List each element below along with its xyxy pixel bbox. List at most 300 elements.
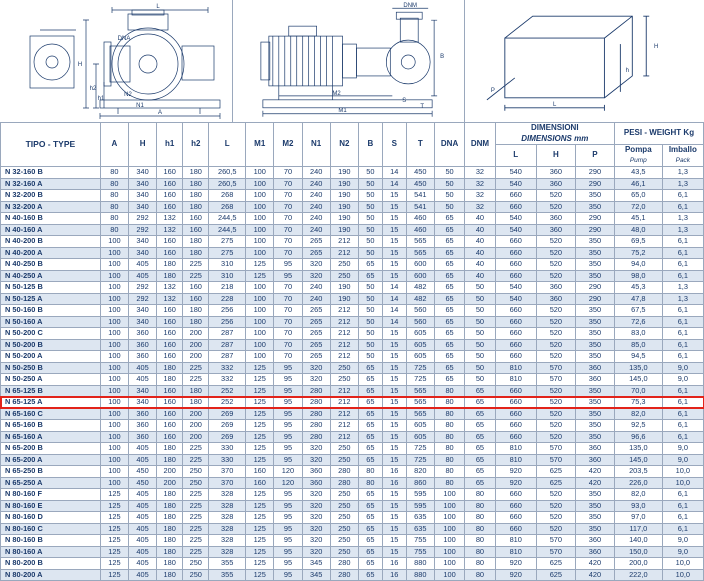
header-weight-imballo: [662, 145, 703, 167]
cell-value: 240: [302, 293, 330, 305]
cell-value: 125: [100, 512, 128, 524]
cell-value: 332: [209, 374, 246, 386]
cell-value: 32: [465, 190, 495, 202]
cell-value: 360: [575, 535, 614, 547]
cell-value: 65: [434, 374, 464, 386]
cell-value: 320: [302, 546, 330, 558]
cell-value: 292: [129, 213, 157, 225]
cell-value: 360: [575, 546, 614, 558]
cell-value: 520: [536, 328, 575, 340]
cell-value: 180: [157, 374, 183, 386]
cell-value: 355: [209, 569, 246, 581]
cell-value: 228: [209, 293, 246, 305]
cell-value: 65: [434, 236, 464, 248]
cell-value: 125: [246, 569, 274, 581]
cell-value: 95: [274, 397, 302, 409]
cell-value: 160: [157, 397, 183, 409]
cell-value: 120: [274, 466, 302, 478]
cell-value: 125: [246, 443, 274, 455]
cell-value: 9,0: [662, 535, 703, 547]
cell-value: 95: [274, 569, 302, 581]
cell-value: 100: [434, 558, 464, 570]
cell-value: 6,1: [662, 270, 703, 282]
cell-type: N 65-125 B: [1, 385, 101, 397]
cell-type: N 50-125 B: [1, 282, 101, 294]
cell-value: 10,0: [662, 466, 703, 478]
cell-value: 660: [495, 316, 536, 328]
cell-value: 1,3: [662, 293, 703, 305]
svg-text:B: B: [440, 54, 445, 61]
cell-value: 190: [330, 224, 358, 236]
cell-value: 340: [129, 236, 157, 248]
cell-value: 125: [246, 420, 274, 432]
cell-value: 15: [382, 397, 406, 409]
cell-value: 100: [100, 477, 128, 489]
cell-value: 405: [129, 270, 157, 282]
cell-value: 180: [183, 247, 209, 259]
table-row: [1, 535, 704, 547]
cell-value: 95: [274, 489, 302, 501]
cell-value: 50: [465, 374, 495, 386]
cell-value: 880: [406, 569, 434, 581]
cell-value: 250: [330, 546, 358, 558]
cell-value: 570: [536, 362, 575, 374]
table-row: [1, 213, 704, 225]
cell-value: 340: [129, 385, 157, 397]
cell-value: 9,0: [662, 546, 703, 558]
cell-value: 320: [302, 500, 330, 512]
cell-value: 100: [246, 213, 274, 225]
cell-value: 100: [100, 339, 128, 351]
cell-value: 70: [274, 305, 302, 317]
cell-value: 250: [330, 535, 358, 547]
cell-value: 65: [358, 558, 382, 570]
cell-value: 180: [183, 305, 209, 317]
cell-value: 660: [495, 397, 536, 409]
cell-value: 100: [246, 236, 274, 248]
cell-value: 125: [246, 546, 274, 558]
cell-value: 520: [536, 523, 575, 535]
cell-value: 520: [536, 512, 575, 524]
cell-value: 80: [100, 224, 128, 236]
table-row: [1, 362, 704, 374]
cell-value: 65: [358, 546, 382, 558]
cell-value: 6,1: [662, 385, 703, 397]
cell-value: 520: [536, 236, 575, 248]
cell-type: N 80-160 E: [1, 500, 101, 512]
cell-value: 80: [434, 385, 464, 397]
cell-value: 280: [302, 385, 330, 397]
cell-value: 160: [157, 420, 183, 432]
cell-value: 50: [358, 339, 382, 351]
cell-value: 15: [382, 224, 406, 236]
cell-value: 330: [209, 454, 246, 466]
cell-value: 65: [434, 328, 464, 340]
cell-value: 70: [274, 190, 302, 202]
cell-value: 80: [465, 535, 495, 547]
cell-value: 565: [406, 408, 434, 420]
header-M1: M1: [246, 123, 274, 167]
cell-value: 250: [330, 523, 358, 535]
cell-value: 65: [465, 397, 495, 409]
header-L: L: [209, 123, 246, 167]
cell-value: 95: [274, 385, 302, 397]
cell-value: 350: [575, 431, 614, 443]
cell-value: 40: [465, 259, 495, 271]
cell-value: 225: [183, 500, 209, 512]
table-row: [1, 431, 704, 443]
cell-value: 225: [183, 535, 209, 547]
cell-value: 755: [406, 546, 434, 558]
cell-value: 725: [406, 454, 434, 466]
cell-value: 190: [330, 293, 358, 305]
cell-value: 725: [406, 443, 434, 455]
cell-value: 635: [406, 523, 434, 535]
cell-value: 250: [183, 569, 209, 581]
cell-value: 6,1: [662, 351, 703, 363]
table-row: [1, 293, 704, 305]
cell-value: 15: [382, 351, 406, 363]
cell-value: 350: [575, 270, 614, 282]
header-DNA: DNA: [434, 123, 464, 167]
header-dim-L: L: [495, 145, 536, 167]
cell-type: N 80-200 A: [1, 569, 101, 581]
cell-value: 405: [129, 454, 157, 466]
cell-value: 280: [330, 558, 358, 570]
cell-value: 310: [209, 259, 246, 271]
cell-value: 160: [157, 167, 183, 179]
cell-value: 250: [330, 512, 358, 524]
cell-value: 6,1: [662, 523, 703, 535]
cell-value: 100: [246, 201, 274, 213]
cell-value: 72,6: [614, 316, 662, 328]
cell-value: 180: [183, 178, 209, 190]
cell-value: 244,5: [209, 224, 246, 236]
cell-value: 50: [358, 351, 382, 363]
table-row: [1, 167, 704, 179]
cell-value: 65: [434, 282, 464, 294]
cell-value: 350: [575, 420, 614, 432]
table-row: [1, 305, 704, 317]
cell-value: 180: [157, 500, 183, 512]
cell-value: 100: [434, 535, 464, 547]
cell-value: 290: [575, 293, 614, 305]
cell-value: 287: [209, 351, 246, 363]
cell-type: N 80-160 F: [1, 489, 101, 501]
cell-value: 80: [434, 477, 464, 489]
table-row: [1, 420, 704, 432]
cell-value: 287: [209, 339, 246, 351]
cell-value: 65: [358, 259, 382, 271]
cell-value: 250: [183, 477, 209, 489]
header-weight-imballo-en: Pack: [675, 156, 691, 164]
cell-value: 570: [536, 454, 575, 466]
cell-value: 200: [183, 339, 209, 351]
cell-value: 15: [382, 374, 406, 386]
cell-value: 520: [536, 201, 575, 213]
cell-value: 160: [157, 339, 183, 351]
cell-value: 540: [495, 224, 536, 236]
cell-value: 6,1: [662, 247, 703, 259]
cell-value: 97,0: [614, 512, 662, 524]
svg-text:DNM: DNM: [403, 3, 418, 10]
cell-value: 212: [330, 385, 358, 397]
cell-value: 100: [100, 293, 128, 305]
cell-value: 180: [157, 270, 183, 282]
cell-value: 190: [330, 178, 358, 190]
cell-value: 70: [274, 167, 302, 179]
cell-value: 269: [209, 420, 246, 432]
cell-value: 360: [129, 351, 157, 363]
cell-value: 405: [129, 362, 157, 374]
cell-value: 50: [358, 316, 382, 328]
cell-value: 100: [246, 316, 274, 328]
cell-value: 212: [330, 316, 358, 328]
cell-value: 1,3: [662, 213, 703, 225]
cell-value: 100: [434, 546, 464, 558]
svg-text:h2: h2: [89, 86, 97, 92]
cell-value: 75,2: [614, 247, 662, 259]
cell-value: 360: [536, 167, 575, 179]
cell-value: 810: [495, 374, 536, 386]
cell-value: 240: [302, 167, 330, 179]
cell-value: 15: [382, 431, 406, 443]
cell-type: N 80-160 A: [1, 546, 101, 558]
cell-value: 16: [382, 466, 406, 478]
cell-value: 212: [330, 247, 358, 259]
cell-value: 125: [246, 454, 274, 466]
cell-value: 46,1: [614, 178, 662, 190]
cell-value: 93,0: [614, 500, 662, 512]
header-N2: N2: [330, 123, 358, 167]
cell-value: 50: [434, 167, 464, 179]
cell-value: 6,1: [662, 339, 703, 351]
table-row: [1, 454, 704, 466]
cell-value: 9,0: [662, 362, 703, 374]
cell-value: 320: [302, 443, 330, 455]
cell-value: 100: [100, 385, 128, 397]
cell-value: 96,6: [614, 431, 662, 443]
dimensions-weights-table: [0, 122, 704, 581]
header-dimensioni-group: [495, 123, 614, 145]
cell-value: 570: [536, 374, 575, 386]
cell-value: 125: [100, 546, 128, 558]
cell-value: 125: [100, 535, 128, 547]
cell-value: 132: [157, 293, 183, 305]
cell-value: 660: [495, 408, 536, 420]
cell-value: 460: [406, 224, 434, 236]
cell-value: 350: [575, 190, 614, 202]
cell-value: 540: [495, 293, 536, 305]
cell-value: 350: [575, 236, 614, 248]
table-row: [1, 316, 704, 328]
cell-value: 69,5: [614, 236, 662, 248]
cell-value: 810: [495, 546, 536, 558]
cell-value: 292: [129, 224, 157, 236]
cell-value: 290: [575, 167, 614, 179]
cell-value: 180: [183, 385, 209, 397]
cell-type: N 50-250 A: [1, 374, 101, 386]
cell-value: 250: [330, 489, 358, 501]
cell-value: 520: [536, 420, 575, 432]
header-weight-imballo-it: Imballo: [668, 145, 697, 154]
cell-value: 360: [575, 443, 614, 455]
cell-value: 725: [406, 362, 434, 374]
cell-value: 100: [246, 351, 274, 363]
cell-value: 100: [246, 305, 274, 317]
cell-value: 1,3: [662, 282, 703, 294]
cell-value: 320: [302, 489, 330, 501]
cell-value: 65: [358, 408, 382, 420]
cell-value: 100: [246, 293, 274, 305]
cell-value: 520: [536, 270, 575, 282]
cell-type: N 80-160 D: [1, 512, 101, 524]
cell-value: 117,0: [614, 523, 662, 535]
cell-value: 280: [330, 477, 358, 489]
cell-value: 340: [129, 247, 157, 259]
cell-value: 222,0: [614, 569, 662, 581]
cell-value: 80: [100, 190, 128, 202]
cell-value: 340: [129, 167, 157, 179]
cell-value: 95: [274, 500, 302, 512]
cell-value: 625: [536, 569, 575, 581]
cell-value: 405: [129, 546, 157, 558]
cell-value: 100: [100, 431, 128, 443]
cell-value: 265: [302, 328, 330, 340]
cell-value: 15: [382, 270, 406, 282]
cell-value: 160: [183, 213, 209, 225]
cell-value: 95: [274, 362, 302, 374]
cell-value: 15: [382, 339, 406, 351]
cell-value: 65: [358, 385, 382, 397]
cell-value: 200,0: [614, 558, 662, 570]
cell-value: 725: [406, 374, 434, 386]
header-weight-pompa-en: Pump: [629, 156, 647, 164]
cell-value: 65: [358, 270, 382, 282]
cell-value: 203,5: [614, 466, 662, 478]
cell-value: 328: [209, 535, 246, 547]
cell-value: 14: [382, 167, 406, 179]
cell-value: 605: [406, 351, 434, 363]
cell-value: 605: [406, 339, 434, 351]
cell-value: 65: [434, 339, 464, 351]
cell-value: 328: [209, 523, 246, 535]
table-row: [1, 351, 704, 363]
cell-value: 100: [100, 316, 128, 328]
cell-value: 268: [209, 201, 246, 213]
cell-value: 180: [157, 569, 183, 581]
cell-value: 100: [246, 190, 274, 202]
cell-value: 320: [302, 512, 330, 524]
cell-type: N 50-200 A: [1, 351, 101, 363]
cell-value: 212: [330, 236, 358, 248]
cell-value: 15: [382, 328, 406, 340]
cell-value: 320: [302, 270, 330, 282]
cell-value: 50: [358, 190, 382, 202]
cell-value: 150,0: [614, 546, 662, 558]
cell-value: 95: [274, 259, 302, 271]
cell-value: 320: [302, 259, 330, 271]
cell-value: 10,0: [662, 477, 703, 489]
cell-value: 180: [183, 167, 209, 179]
cell-value: 482: [406, 293, 434, 305]
cell-value: 6,1: [662, 408, 703, 420]
cell-value: 125: [246, 431, 274, 443]
cell-type: N 32-200 B: [1, 190, 101, 202]
cell-value: 605: [406, 328, 434, 340]
header-h2: h2: [183, 123, 209, 167]
cell-value: 160: [183, 282, 209, 294]
cell-value: 15: [382, 408, 406, 420]
header-tipo: TIPO - TYPE: [1, 123, 101, 167]
svg-text:DNA: DNA: [117, 36, 131, 42]
cell-value: 100: [100, 282, 128, 294]
cell-value: 6,1: [662, 512, 703, 524]
cell-value: 100: [100, 443, 128, 455]
cell-value: 80: [358, 477, 382, 489]
cell-value: 240: [302, 282, 330, 294]
cell-value: 65: [358, 443, 382, 455]
cell-value: 6,1: [662, 397, 703, 409]
cell-value: 200: [183, 431, 209, 443]
table-row: [1, 178, 704, 190]
cell-value: 14: [382, 282, 406, 294]
svg-text:H: H: [77, 62, 83, 68]
cell-value: 265: [302, 316, 330, 328]
cell-value: 405: [129, 259, 157, 271]
cell-value: 350: [575, 247, 614, 259]
cell-value: 420: [575, 558, 614, 570]
cell-value: 65: [465, 420, 495, 432]
cell-value: 50: [465, 316, 495, 328]
svg-text:S: S: [402, 97, 407, 104]
cell-value: 95: [274, 420, 302, 432]
cell-value: 350: [575, 201, 614, 213]
cell-value: 225: [183, 443, 209, 455]
cell-value: 355: [209, 558, 246, 570]
cell-value: 65: [434, 259, 464, 271]
cell-value: 65: [465, 454, 495, 466]
cell-value: 100: [246, 167, 274, 179]
cell-value: 125: [246, 397, 274, 409]
cell-value: 350: [575, 316, 614, 328]
table-row: [1, 270, 704, 282]
cell-value: 340: [129, 305, 157, 317]
cell-value: 50: [358, 178, 382, 190]
cell-value: 265: [302, 351, 330, 363]
cell-value: 80: [465, 569, 495, 581]
cell-value: 50: [434, 190, 464, 202]
cell-value: 15: [382, 247, 406, 259]
header-T: T: [406, 123, 434, 167]
cell-value: 80: [434, 420, 464, 432]
cell-value: 80: [465, 500, 495, 512]
cell-value: 47,8: [614, 293, 662, 305]
cell-value: 40: [465, 247, 495, 259]
cell-value: 200: [183, 351, 209, 363]
table-row: [1, 489, 704, 501]
cell-value: 70: [274, 328, 302, 340]
cell-value: 180: [183, 316, 209, 328]
cell-value: 65: [465, 431, 495, 443]
cell-value: 345: [302, 558, 330, 570]
cell-value: 360: [536, 293, 575, 305]
cell-value: 180: [183, 236, 209, 248]
cell-value: 100: [100, 420, 128, 432]
table-row: [1, 385, 704, 397]
cell-value: 65: [358, 523, 382, 535]
pump-front-drawing: [0, 0, 232, 122]
